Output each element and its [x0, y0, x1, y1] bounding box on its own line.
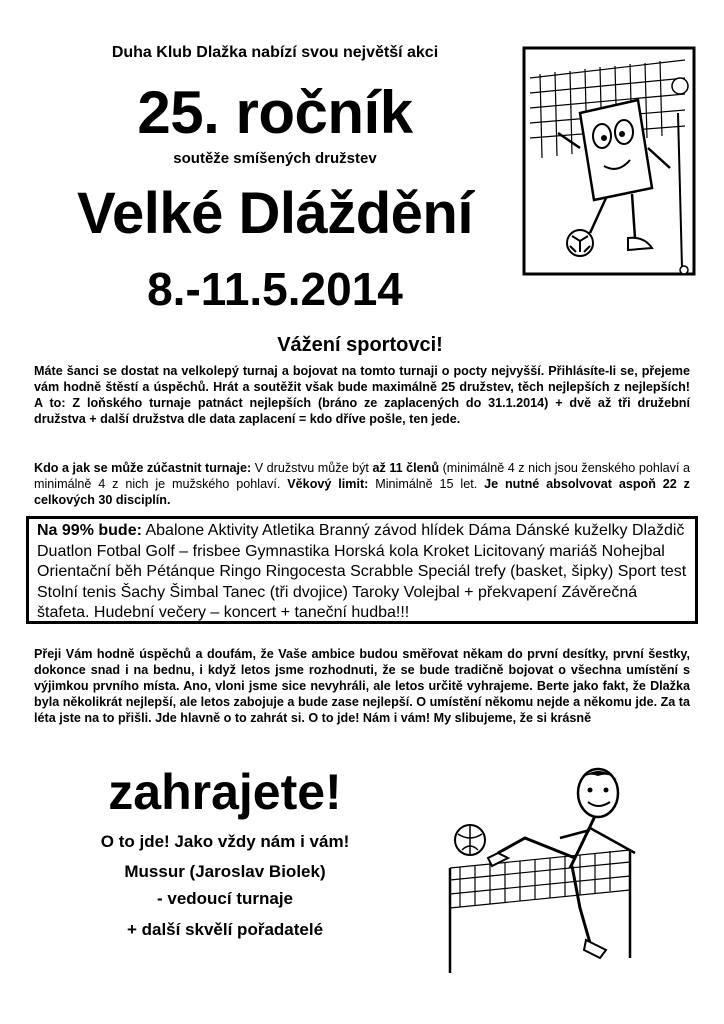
organizer-role: - vedoucí turnaje [156, 889, 294, 908]
disciplines-label: Na 99% bude: [37, 522, 142, 539]
intro-line: Duha Klub Dlažka nabízí svou největší akci [111, 44, 439, 61]
organizer-name: Mussur (Jaroslav Biolek) [124, 862, 326, 881]
finale-word: zahrajete! [108, 764, 342, 820]
participation-text-2: (minimálně 4 z nich jsou ženského pohlaví a minimálně 4 z nich je mužského pohlaví. [34, 461, 691, 491]
age-limit-label: Věkový limit: [287, 477, 369, 491]
subtitle: soutěže smíšených družstev [173, 150, 377, 167]
intro-paragraph: Máte šanci se dostat na velkolepý turnaj a bojovat na tomto turnaji o pocty nejvyšší. Přihlásíte-li se, přejeme vám hodně štěstí a úspěchů. Hrát a soutěžit však bude maximálně 25 družstev, těch nejlepších z nejlepších! A to: Z loňského turnaje patnáct nejlepších (bráno ze zaplacených do 31.1.2014) + dvě až tři družební družstva + další družstva dle data zaplacení = kdo dříve pošle, ten jede. [34, 364, 690, 426]
closing-paragraph: Přeji Vám hodně úspěchů a doufám, že Vaše ambice budou směřovat někam do první desítky, první šestky, dokonce snad i na bednu, i když letos jsme rozhodnuti, že se bude tradičně bojovat o všechna umístění s výjimkou prvního místa. Ano, vloni jsme sice nevyhráli, ale letos určitě vyhrajeme. Berte jako fakt, že Dlažka byla několikrát nejlepší, ale letos zabojuje a bude zase nejlepší. O umístění někomu nejde a někomu jde. Za ta léta jste na to přišli. Jde hlavně o to zahrát si. O to jde! Nám i vám! My slibujeme, že si krásně [34, 647, 690, 725]
participation-paragraph [34, 460, 690, 508]
disciplines-list: Abalone Aktivity Atletika Branný závod hlídek Dáma Dánské kuželky Dlaždič Duatlon Fotbal Golf – frisbee Gymnastika Horská kola Kroket Licitovaný mariáš Nohejbal Orientační běh Pétánque Ringo Ringocesta Scrabble Speciál trefy (basket, šipky) Sport test Stolní tenis Šachy Šimbal Tanec (tři dvojice) Taroky Volejbal + překvapení Závěrečná štafeta. Hudební večery – koncert + taneční hudba!!! [37, 522, 687, 621]
edition-title: 25. ročník [137, 79, 413, 146]
tile-mascot-illustration [520, 38, 700, 278]
event-name-title: Velké Dláždění [77, 181, 473, 246]
participation-text-1: V družstvu může být [251, 461, 373, 475]
footvolley-player-illustration [430, 758, 652, 978]
event-date: 8.-11.5.2014 [147, 263, 403, 315]
other-organizers: + další skvělí pořadatelé [126, 920, 324, 939]
team-members-limit: až 11 členů [372, 461, 440, 475]
greeting: Vážení sportovci! [277, 334, 443, 356]
signature-line-1: O to jde! Jako vždy nám i vám! [100, 832, 350, 851]
disciplines-requirement: Je nutné absolvovat aspoň 22 z celkových 30 disciplín. [34, 477, 690, 507]
participation-text-3: Minimálně 15 let. [368, 477, 485, 491]
disciplines-box [26, 516, 698, 624]
participation-question: Kdo a jak se může zúčastnit turnaje: [34, 461, 252, 475]
